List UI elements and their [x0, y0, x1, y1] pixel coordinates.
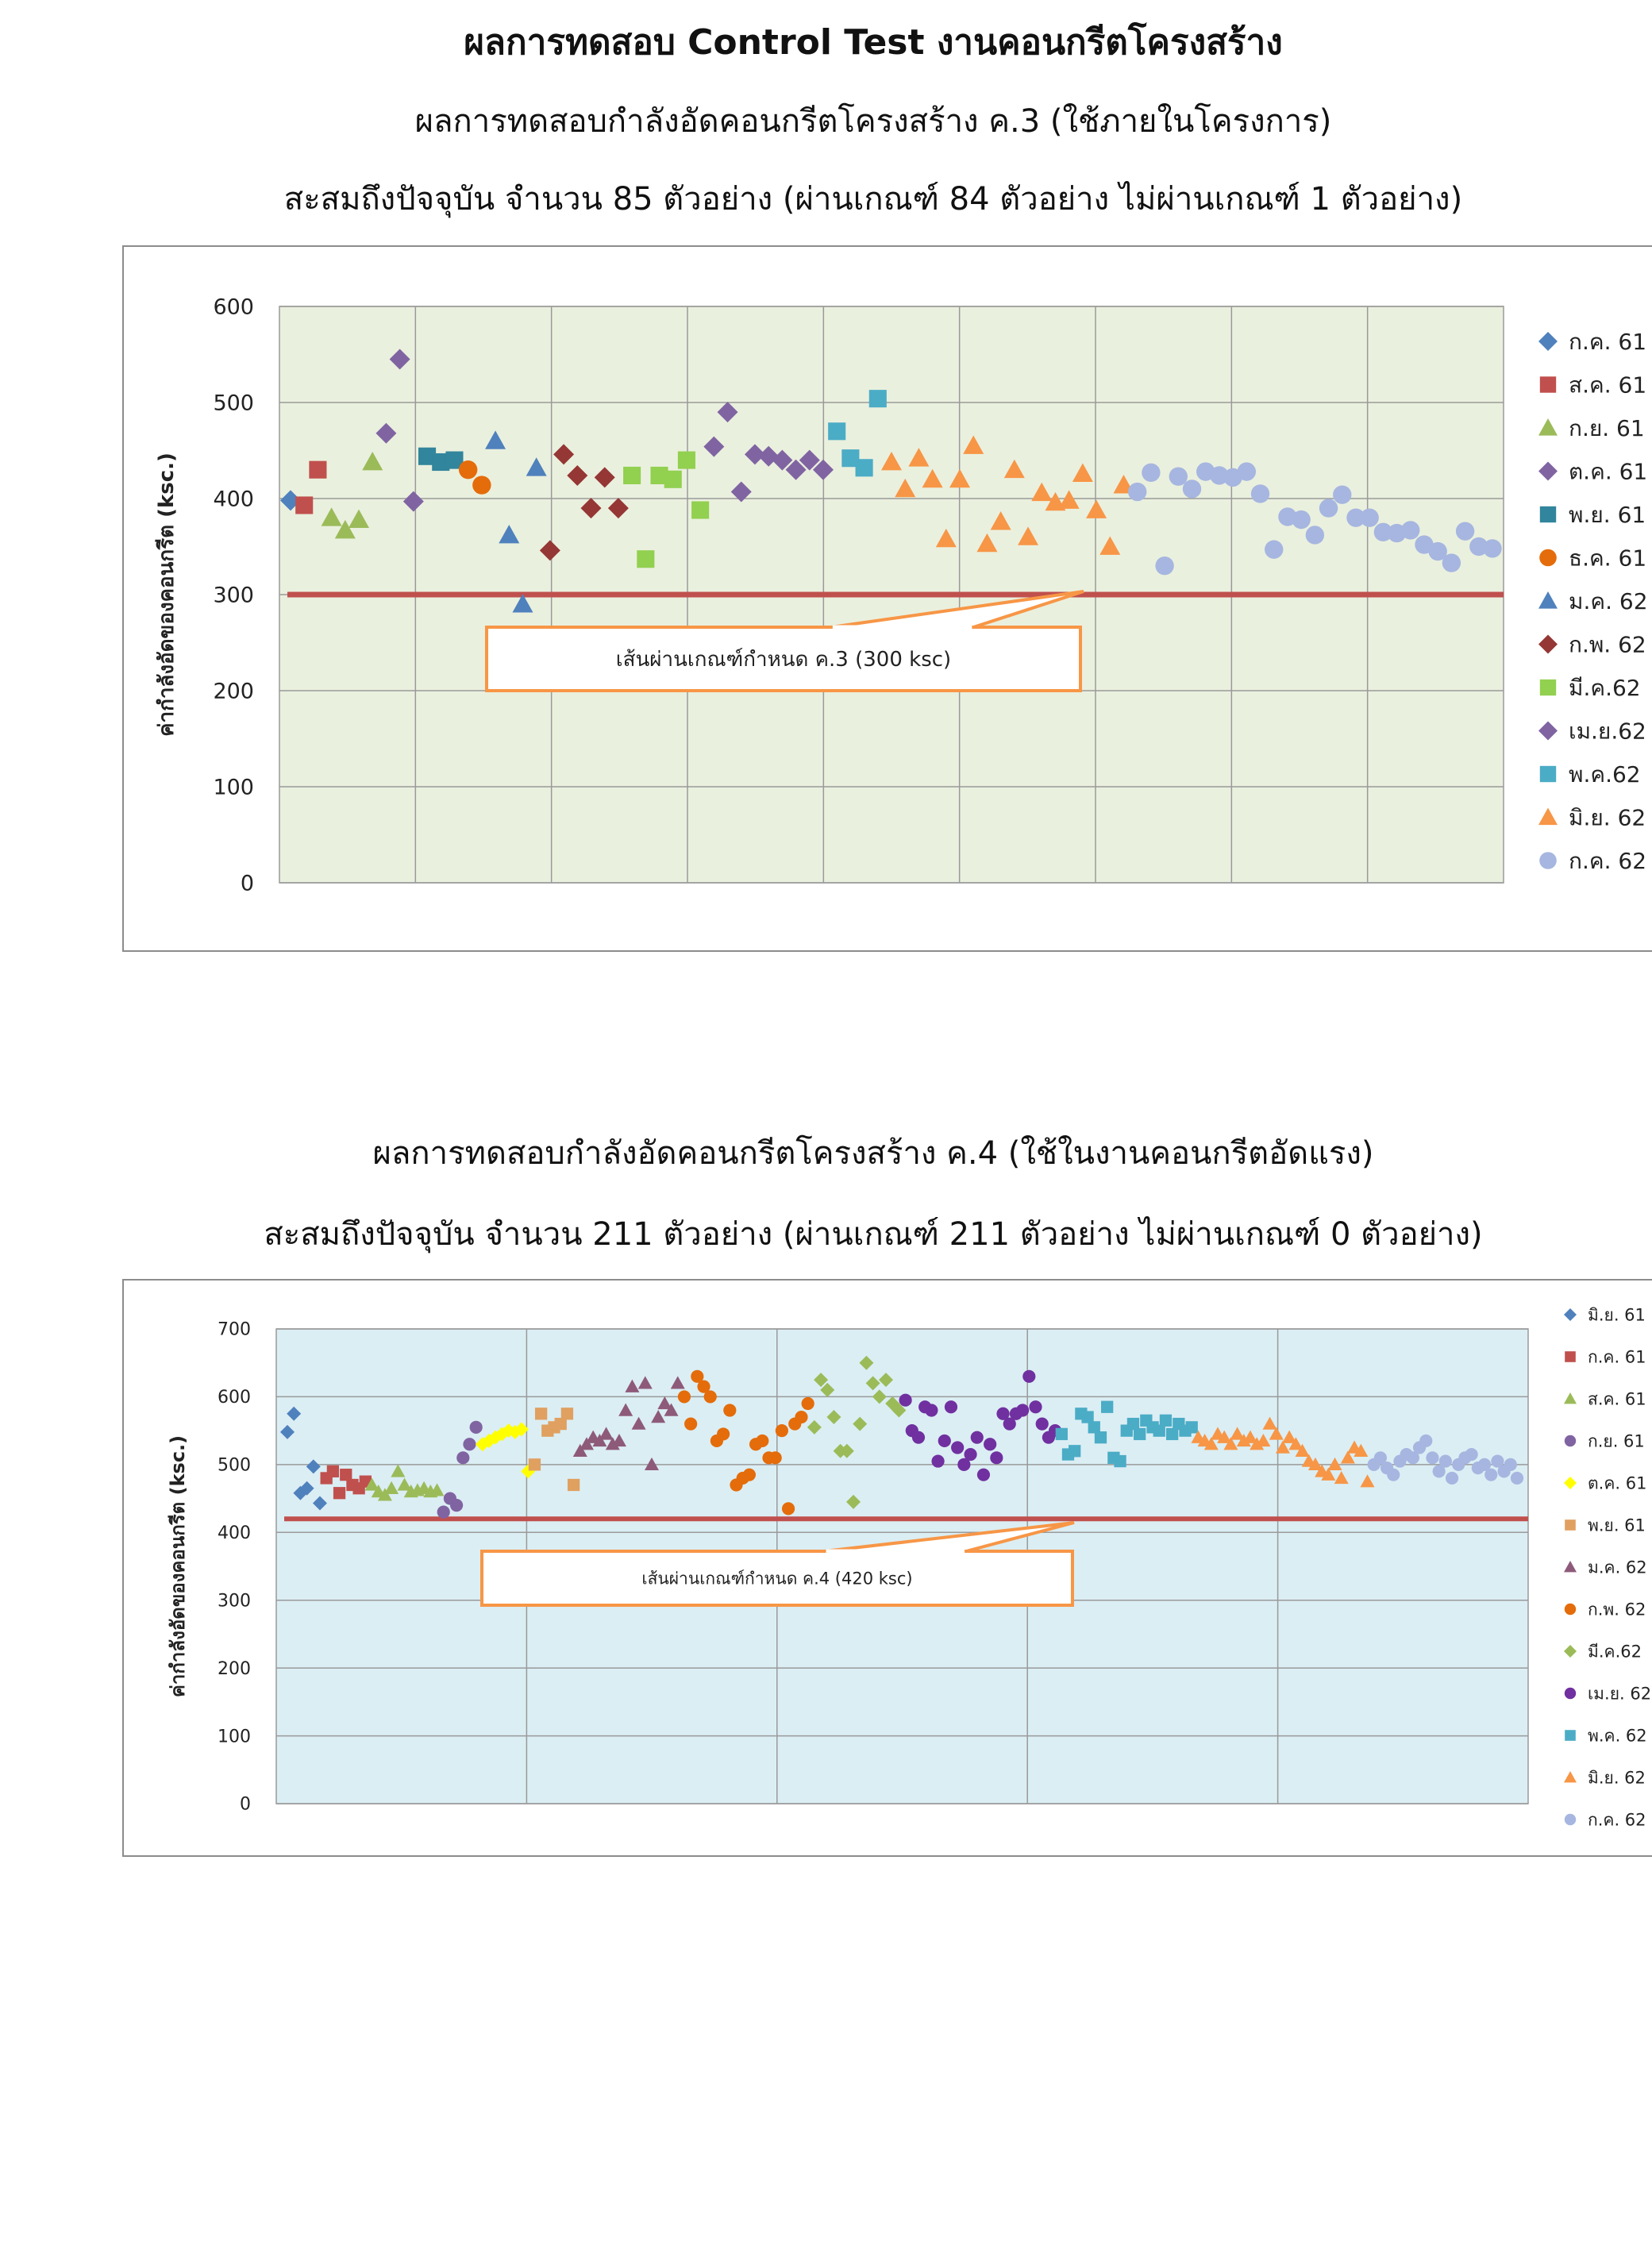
- data-point: [568, 1479, 580, 1491]
- legend-label: ก.ย. 61: [1588, 1431, 1645, 1451]
- data-point: [333, 1487, 345, 1499]
- legend-marker: [1565, 1435, 1576, 1446]
- legend-label: เม.ย. 62: [1588, 1684, 1652, 1704]
- y-tick-label: 500: [213, 391, 254, 416]
- legend-marker: [1565, 1351, 1576, 1362]
- legend-label: ก.ย. 61: [1569, 414, 1645, 441]
- data-point: [1114, 1455, 1126, 1467]
- threshold-label: เส้นผ่านเกณฑ์กำหนด ค.3 (300 ksc): [615, 648, 952, 672]
- y-tick-label: 200: [218, 1658, 251, 1679]
- data-point: [1238, 462, 1256, 480]
- legend-label: พ.ค.62: [1569, 761, 1641, 788]
- data-point: [637, 550, 654, 568]
- data-point: [1186, 1421, 1198, 1433]
- legend-marker: [1565, 1688, 1576, 1699]
- legend-label: ม.ค. 62: [1569, 587, 1648, 614]
- data-point: [1483, 539, 1501, 557]
- data-point: [1265, 540, 1283, 558]
- data-point: [977, 1469, 990, 1481]
- data-point: [1155, 557, 1173, 575]
- legend-label: ก.ค. 61: [1588, 1347, 1646, 1367]
- y-tick-label: 300: [218, 1591, 251, 1612]
- legend-label: มิ.ย. 61: [1588, 1305, 1646, 1325]
- data-point: [1101, 1401, 1113, 1413]
- data-point: [1056, 1428, 1068, 1440]
- legend-label: พ.ย. 61: [1569, 501, 1646, 528]
- y-tick-label: 0: [240, 1794, 251, 1815]
- data-point: [623, 467, 641, 484]
- y-tick-label: 0: [240, 871, 254, 896]
- data-point: [664, 471, 682, 488]
- data-point: [1134, 1428, 1146, 1440]
- legend-label: ก.พ. 62: [1588, 1600, 1646, 1619]
- legend-label: มิ.ย. 62: [1588, 1768, 1646, 1788]
- y-tick-label: 500: [218, 1455, 251, 1476]
- data-point: [984, 1438, 996, 1450]
- data-point: [869, 390, 887, 407]
- data-point: [1419, 1435, 1432, 1447]
- data-point: [1442, 553, 1461, 572]
- legend-label: ก.ค. 61: [1569, 328, 1647, 355]
- data-point: [931, 1454, 944, 1467]
- chart2-subtitle: สะสมถึงปัจจุบัน จำนวน 211 ตัวอย่าง (ผ่านเกณฑ์ 211 ตัวอย่าง ไม่ผ่านเกณฑ์ 0 ตัวอย่าง): [264, 1216, 1483, 1253]
- data-point: [459, 460, 477, 479]
- legend-marker: [1565, 1604, 1576, 1615]
- legend-marker: [1565, 1519, 1576, 1531]
- data-point: [795, 1411, 807, 1423]
- legend-label: พ.ค. 62: [1588, 1726, 1647, 1746]
- data-point: [756, 1435, 768, 1447]
- data-point: [1128, 483, 1146, 501]
- chart1-svg: [0, 238, 1652, 953]
- data-point: [1387, 1469, 1400, 1481]
- legend-marker: [1565, 1814, 1576, 1825]
- legend-label: ธ.ค. 61: [1569, 545, 1647, 572]
- legend-label: ก.ค. 62: [1588, 1810, 1646, 1830]
- data-point: [1022, 1370, 1035, 1383]
- legend-marker: [1539, 549, 1557, 567]
- data-point: [925, 1404, 938, 1416]
- data-point: [561, 1408, 573, 1419]
- data-point: [1160, 1415, 1172, 1427]
- data-point: [782, 1502, 795, 1515]
- data-point: [971, 1431, 984, 1444]
- data-point: [769, 1451, 782, 1464]
- data-point: [1036, 1418, 1049, 1431]
- data-point: [1484, 1469, 1497, 1481]
- legend-marker: [1540, 766, 1556, 782]
- data-point: [691, 501, 709, 518]
- y-tick-label: 600: [218, 1388, 251, 1408]
- data-point: [327, 1465, 339, 1477]
- legend-label: ก.ค. 62: [1569, 847, 1647, 874]
- data-point: [802, 1397, 814, 1410]
- data-point: [1319, 499, 1338, 517]
- chart2-svg: [0, 1270, 1652, 1874]
- chart2-title: ผลการทดสอบกำลังอัดคอนกรีตโครงสร้าง ค.4 (ใช้ในงานคอนกรีตอัดแรง): [372, 1135, 1374, 1172]
- legend-label: ต.ค. 61: [1588, 1473, 1647, 1493]
- legend-marker: [1540, 680, 1556, 695]
- data-point: [743, 1469, 756, 1481]
- legend-label: ม.ค. 62: [1588, 1558, 1647, 1577]
- y-tick-label: 600: [213, 295, 254, 320]
- data-point: [684, 1418, 697, 1431]
- legend-label: ต.ค. 61: [1569, 458, 1648, 485]
- data-point: [1183, 479, 1201, 498]
- data-point: [678, 1390, 691, 1403]
- data-point: [309, 461, 326, 479]
- data-point: [1401, 521, 1419, 539]
- data-point: [437, 1506, 450, 1519]
- data-point: [945, 1400, 957, 1413]
- data-point: [470, 1421, 483, 1434]
- data-point: [1446, 1472, 1458, 1485]
- data-point: [1292, 510, 1310, 529]
- data-point: [1465, 1448, 1478, 1461]
- data-point: [1456, 522, 1474, 540]
- legend-label: มี.ค.62: [1588, 1642, 1642, 1662]
- data-point: [717, 1427, 730, 1440]
- legend-label: ก.พ. 62: [1569, 631, 1646, 658]
- data-point: [1360, 509, 1378, 527]
- data-point: [776, 1424, 788, 1437]
- data-point: [463, 1438, 476, 1450]
- legend-marker: [1540, 506, 1556, 522]
- data-point: [938, 1435, 951, 1447]
- data-point: [951, 1441, 964, 1454]
- data-point: [964, 1448, 976, 1461]
- data-point: [1169, 467, 1188, 485]
- legend-marker: [1565, 1730, 1576, 1741]
- legend-label: พ.ย. 61: [1588, 1515, 1646, 1535]
- data-point: [1426, 1451, 1438, 1464]
- page-title: ผลการทดสอบ Control Test งานคอนกรีตโครงสร้าง: [464, 22, 1283, 63]
- legend-marker: [1539, 852, 1557, 869]
- y-tick-label: 400: [213, 487, 254, 512]
- data-point: [912, 1431, 925, 1444]
- legend-marker: [1540, 376, 1556, 392]
- chart1-subtitle: สะสมถึงปัจจุบัน จำนวน 85 ตัวอย่าง (ผ่านเกณฑ์ 84 ตัวอย่าง ไม่ผ่านเกณฑ์ 1 ตัวอย่าง): [283, 181, 1463, 218]
- data-point: [1251, 484, 1269, 503]
- data-point: [1016, 1404, 1029, 1416]
- data-point: [1511, 1472, 1523, 1485]
- y-tick-label: 700: [218, 1319, 251, 1340]
- data-point: [678, 452, 695, 469]
- y-tick-label: 400: [218, 1523, 251, 1543]
- legend-label: ส.ค. 61: [1569, 372, 1647, 399]
- data-point: [295, 496, 313, 514]
- data-point: [1333, 485, 1351, 503]
- data-point: [535, 1408, 547, 1419]
- data-point: [529, 1458, 541, 1470]
- legend-label: ส.ค. 61: [1588, 1389, 1646, 1409]
- data-point: [450, 1499, 463, 1512]
- data-point: [1439, 1454, 1452, 1467]
- data-point: [990, 1451, 1003, 1464]
- data-point: [828, 422, 845, 440]
- legend-label: มิ.ย. 62: [1569, 804, 1646, 831]
- data-point: [1095, 1431, 1107, 1443]
- data-point: [723, 1404, 736, 1416]
- y-axis-label: ค่ากำลังอัดของคอนกรีต (ksc.): [167, 1435, 189, 1698]
- data-point: [456, 1451, 469, 1464]
- threshold-label: เส้นผ่านเกณฑ์กำหนด ค.4 (420 ksc): [641, 1569, 913, 1589]
- data-point: [1029, 1400, 1042, 1413]
- legend-label: เม.ย.62: [1569, 718, 1646, 745]
- data-point: [1142, 464, 1160, 482]
- y-tick-label: 100: [218, 1727, 251, 1747]
- chart1-title: ผลการทดสอบกำลังอัดคอนกรีตโครงสร้าง ค.3 (ใช้ภายในโครงการ): [414, 103, 1332, 140]
- data-point: [704, 1390, 717, 1403]
- legend-label: มี.ค.62: [1569, 674, 1641, 701]
- data-point: [472, 476, 491, 494]
- data-point: [1504, 1458, 1517, 1471]
- data-point: [899, 1394, 911, 1407]
- data-point: [1306, 526, 1324, 544]
- y-tick-label: 300: [213, 583, 254, 608]
- y-tick-label: 200: [213, 679, 254, 704]
- data-point: [1069, 1445, 1080, 1457]
- y-axis-label: ค่ากำลังอัดของคอนกรีต (ksc.): [155, 453, 179, 737]
- data-point: [856, 459, 873, 476]
- y-tick-label: 100: [213, 775, 254, 800]
